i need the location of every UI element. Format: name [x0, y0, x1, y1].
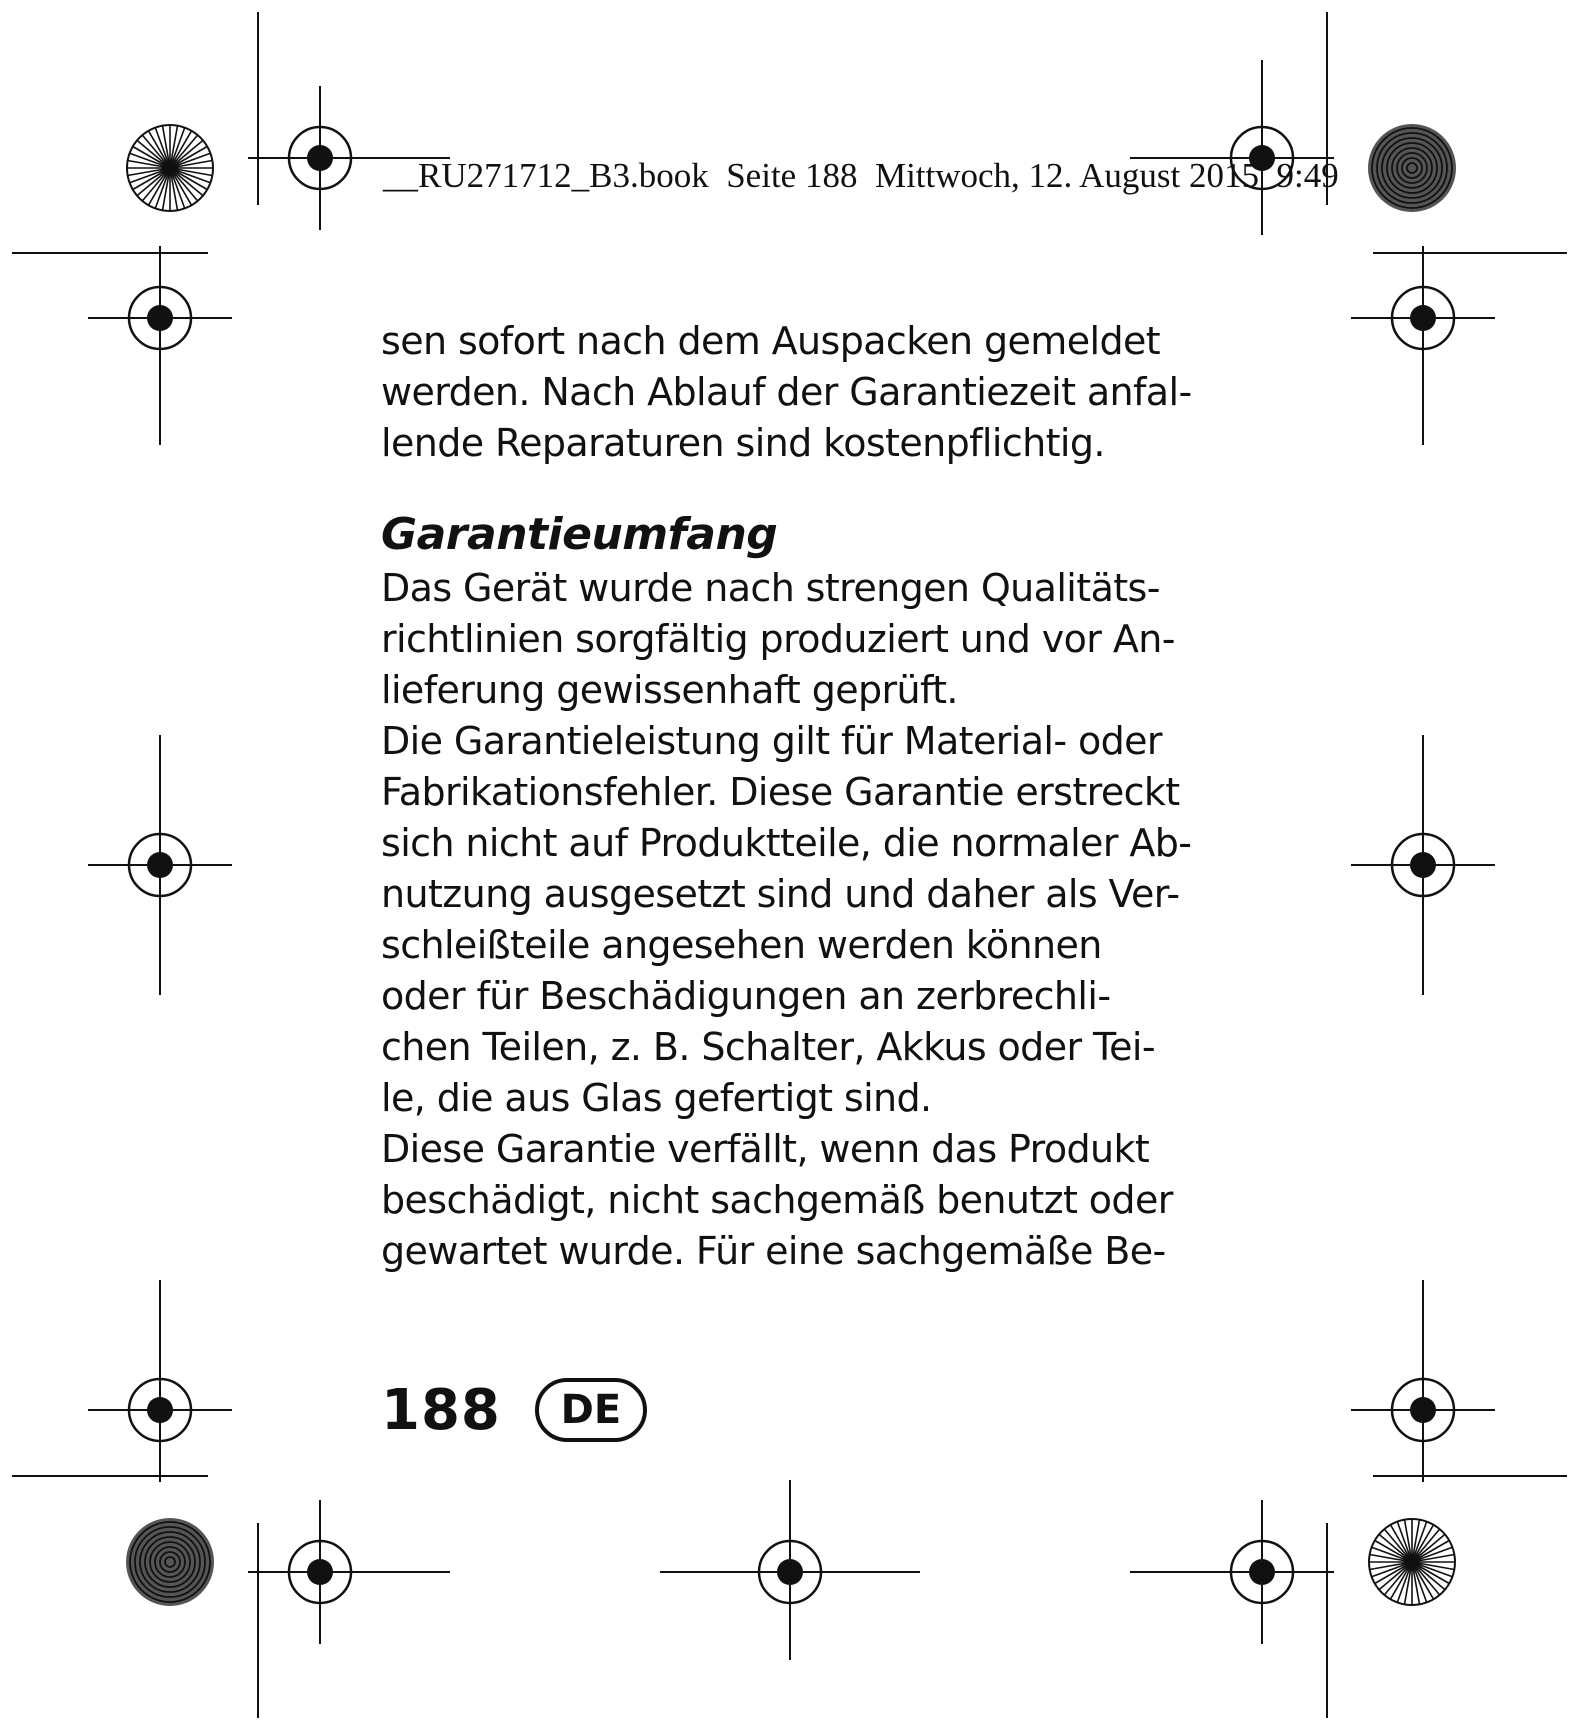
text-line: gewartet wurde. Für eine sachgemäße Be- — [381, 1229, 1166, 1273]
text-line: le, die aus Glas gefertigt sind. — [381, 1076, 932, 1120]
paragraph-1 — [381, 563, 1211, 716]
text-line: nutzung ausgesetzt sind und daher als Ver- — [381, 872, 1180, 916]
text-line: lieferung gewissenhaft geprüft. — [381, 668, 958, 712]
star-target-top-left — [127, 125, 213, 211]
text-line: Diese Garantie verfällt, wenn das Produkt — [381, 1127, 1150, 1171]
text-line: richtlinien sorgfältig produziert und vor An- — [381, 617, 1175, 661]
text-line: schleißteile angesehen werden können — [381, 923, 1102, 967]
text-line: Fabrikationsfehler. Diese Garantie erstreckt — [381, 770, 1180, 814]
text-line: Das Gerät wurde nach strengen Qualitäts- — [381, 566, 1160, 610]
page-number: 188 — [381, 1377, 501, 1443]
text-line: chen Teilen, z. B. Schalter, Akkus oder Tei- — [381, 1025, 1155, 1069]
paragraph-3 — [381, 1124, 1211, 1277]
text-line: werden. Nach Ablauf der Garantiezeit anfal- — [381, 370, 1192, 414]
text-line: Die Garantieleistung gilt für Material- oder — [381, 719, 1162, 763]
section-heading: Garantieumfang — [381, 509, 778, 560]
text-line: sich nicht auf Produktteile, die normaler Ab- — [381, 821, 1192, 865]
language-badge: DE — [535, 1378, 647, 1442]
print-slug: __RU271712_B3.book Seite 188 Mittwoch, 12. August 2015 9:49 — [383, 156, 1339, 195]
paragraph-2 — [381, 716, 1211, 1124]
concentric-target-bottom-left — [126, 1518, 214, 1606]
main-content — [381, 316, 1211, 1277]
text-line: sen sofort nach dem Auspacken gemeldet — [381, 319, 1161, 363]
intro-paragraph — [381, 316, 1211, 469]
concentric-target-top-right — [1368, 124, 1456, 212]
text-line: beschädigt, nicht sachgemäß benutzt oder — [381, 1178, 1173, 1222]
page-footer — [381, 1370, 647, 1450]
text-line: oder für Beschädigungen an zerbrechli- — [381, 974, 1111, 1018]
star-target-bottom-right — [1369, 1519, 1455, 1605]
text-line: lende Reparaturen sind kostenpflichtig. — [381, 421, 1105, 465]
